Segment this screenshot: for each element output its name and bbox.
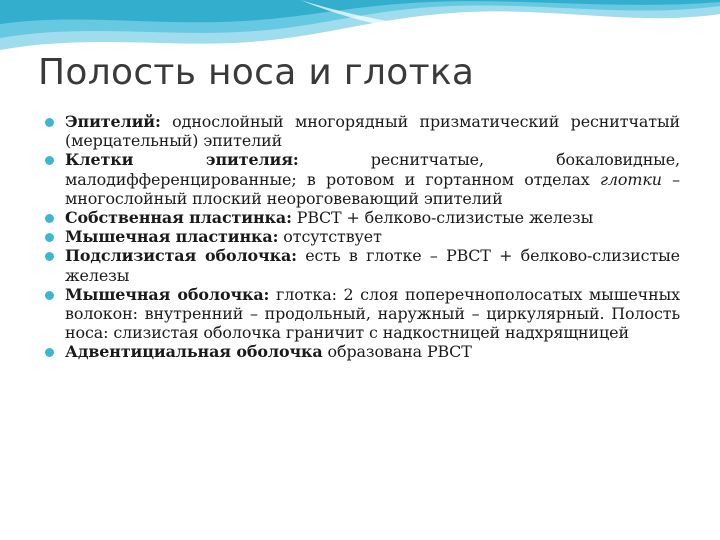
bullet-text xyxy=(65,246,680,284)
bullet-body: реснитчатые, бокаловидные, малодифференцированные; в ротовом и гортанном отделах xyxy=(65,150,680,189)
bullet-term: Клетки эпителия: xyxy=(65,150,299,170)
bullet-body: отсутствует xyxy=(278,227,382,247)
bullet-body: есть в глотке – РВСТ + белково-слизистые железы xyxy=(65,246,680,285)
bullet-term: Мышечная пластинка: xyxy=(65,227,279,247)
bullet-text xyxy=(65,112,680,150)
bullet-term: Адвентициальная оболочка xyxy=(65,342,323,362)
bullet-icon xyxy=(45,233,54,242)
bullet-term: Собственная пластинка: xyxy=(65,208,292,228)
bullet-term: Эпителий: xyxy=(65,112,161,131)
bullet-body: РВСТ + белково-слизистые железы xyxy=(291,208,594,228)
list-item xyxy=(40,227,680,246)
header-wave-decoration xyxy=(0,0,720,60)
bullet-body: образована РВСТ xyxy=(322,342,472,362)
bullet-list xyxy=(40,112,680,362)
bullet-icon xyxy=(45,348,54,357)
bullet-icon xyxy=(45,118,54,127)
bullet-icon xyxy=(45,214,54,223)
bullet-body: глотка: 2 слоя поперечнополосатых мышечных волокон: внутренний – продольный, наружный – циркулярный. Полость носа: слизистая оболочка граничит с надкостницей надхрящницей xyxy=(65,284,680,343)
list-item xyxy=(40,285,680,343)
list-item xyxy=(40,342,680,361)
bullet-icon xyxy=(45,156,54,165)
bullet-text xyxy=(65,227,680,246)
bullet-term: Мышечная оболочка: xyxy=(65,284,270,304)
bullet-text xyxy=(65,285,680,343)
bullet-text xyxy=(65,208,680,227)
bullet-body-continued: – многослойный плоский неороговевающий эпителий xyxy=(65,169,681,208)
list-item xyxy=(40,150,680,208)
bullet-text xyxy=(65,342,680,361)
list-item xyxy=(40,208,680,227)
list-item xyxy=(40,246,680,284)
bullet-icon xyxy=(45,291,54,300)
slide-title: Полость носа и глотка xyxy=(38,52,475,93)
bullet-icon xyxy=(45,252,54,261)
bullet-body: однослойный многорядный призматический реснитчатый (мерцательный) эпителий xyxy=(65,112,680,151)
list-item xyxy=(40,112,680,150)
bullet-text xyxy=(65,150,680,208)
bullet-term: Подслизистая оболочка: xyxy=(65,246,297,266)
bullet-italic: глотки xyxy=(599,169,662,189)
